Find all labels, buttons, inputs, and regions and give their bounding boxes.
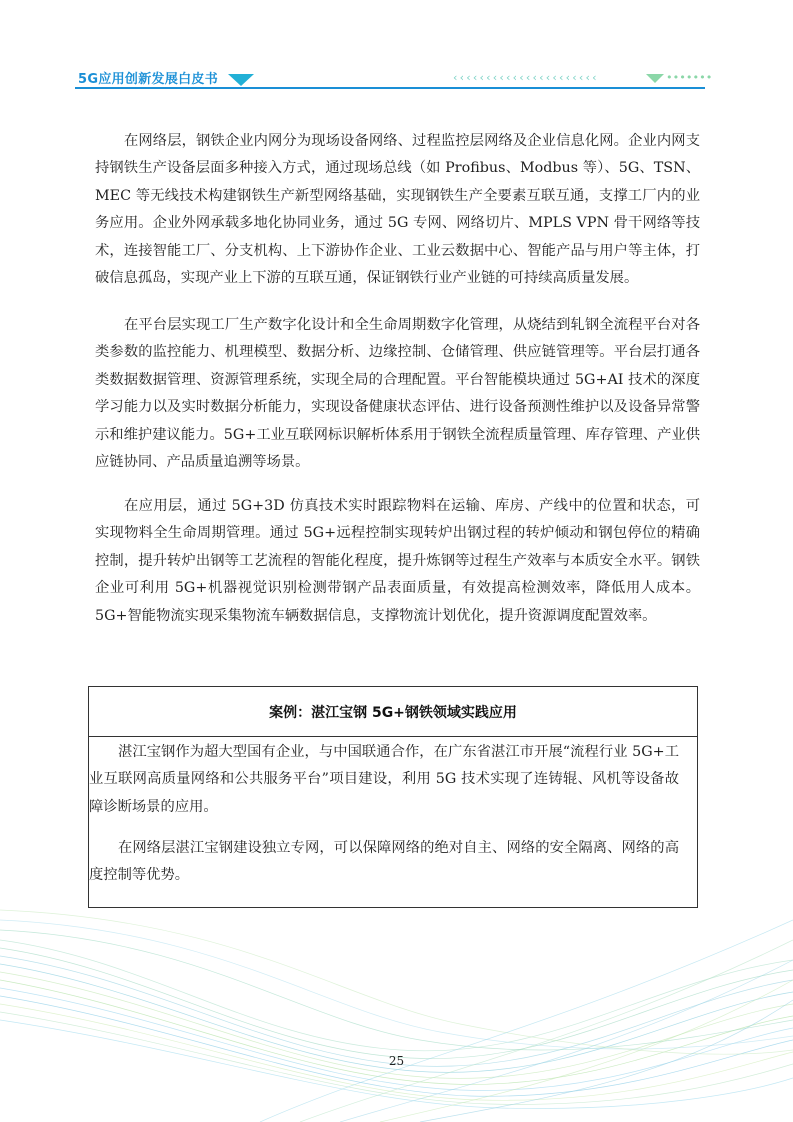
page-header: [0, 0, 793, 110]
case-study-box: [88, 686, 698, 908]
case-title: 案例：湛江宝钢 5G+钢铁领域实践应用: [269, 704, 517, 721]
body-paragraph-network-layer: 在网络层，钢铁企业内网分为现场设备网络、过程监控层网络及企业信息化网。企业内网支持钢铁生产设备层面多种接入方式，通过现场总线（如 Profibus、Modbus 等）、5G、TSN、MEC 等无线技术构建钢铁生产新型网络基础，实现钢铁生产全要素互联互通，支撑工厂内的业务应用。企业外网承载多地化协同业务，通过 5G 专网、网络切片、MPLS VPN 骨干网络等技术，连接智能工厂、分支机构、上下游协作企业、工业云数据中心、智能产品与用户等主体，打破信息孤岛，实现产业上下游的互联互通，保证钢铁行业产业链的可持续高质量发展。: [95, 133, 700, 287]
case-title-row: [89, 687, 697, 737]
case-paragraph: 湛江宝钢作为超大型国有企业，与中国联通合作，在广东省湛江市开展“流程行业 5G+工业互联网高质量网络和公共服务平台”项目建设，利用 5G 技术实现了连铸辊、风机等设备故障诊断场景的应用。: [89, 744, 679, 815]
small-triangle-icon: [646, 74, 664, 83]
document-title: 5G应用创新发展白皮书: [78, 72, 219, 87]
case-paragraph: 在网络层湛江宝钢建设独立专网，可以保障网络的绝对自主、网络的安全隔离、网络的高度控制等优势。: [89, 840, 679, 884]
page-number: 25: [388, 1054, 405, 1068]
chevron-pattern-icon: ‹‹‹‹‹‹‹‹‹‹‹‹‹‹‹‹‹‹‹‹‹‹: [452, 71, 598, 84]
body-paragraph-application-layer: 在应用层，通过 5G+3D 仿真技术实时跟踪物料在运输、库房、产线中的位置和状态，可实现物料全生命周期管理。通过 5G+远程控制实现转炉出钢过程的转炉倾动和钢包停位的精确控制，提升转炉出钢等工艺流程的智能化程度，提升炼钢等过程生产效率与本质安全水平。钢铁企业可利用 5G+机器视觉识别检测带钢产品表面质量，有效提高检测效率，降低用人成本。5G+智能物流实现采集物流车辆数据信息，支撑物流计划优化，提升资源调度配置效率。: [95, 498, 700, 624]
triangle-marker-icon: [228, 74, 254, 86]
body-paragraph-platform-layer: 在平台层实现工厂生产数字化设计和全生命周期数字化管理，从烧结到轧钢全流程平台对各类参数的监控能力、机理模型、数据分析、边缘控制、仓储管理、供应链管理等。平台层打通各类数据数据管理、资源管理系统，实现全局的合理配置。平台智能模块通过 5G+AI 技术的深度学习能力以及实时数据分析能力，实现设备健康状态评估、进行设备预测性维护以及设备异常警示和维护建议能力。5G+工业互联网标识解析体系用于钢铁全流程质量管理、库存管理、产业供应链协同、产品质量追溯等场景。: [95, 317, 700, 471]
header-rule: [75, 87, 705, 89]
decorative-wave-lines: [0, 900, 793, 1122]
dot-pattern-icon: •••••••: [666, 71, 713, 84]
